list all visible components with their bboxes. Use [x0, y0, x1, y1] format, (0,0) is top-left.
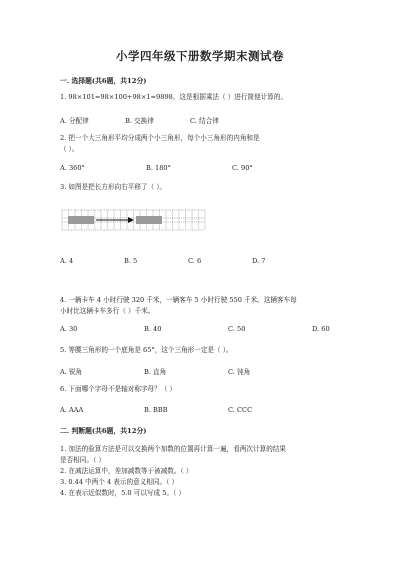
q2-option-c[interactable]: C. 90° [232, 164, 253, 172]
judgement-2-text: 2. 在减法运算中，差加减数等于被减数。（ ） [60, 467, 193, 475]
q4-option-d[interactable]: D. 60 [312, 325, 330, 333]
page-title: 小学四年级下册数学期末测试卷 [116, 49, 284, 63]
question-4-line1: 4. 一辆卡车 4 小时行驶 320 千米，一辆客车 5 小时行驶 550 千米。这辆客车每 [60, 296, 297, 304]
q6-option-c[interactable]: C. CCC [228, 406, 253, 414]
question-1-text: 1. 98×101=98×100+98×1=9898，这是根据乘法（ ）进行简便计算的。 [60, 93, 288, 101]
q5-option-b[interactable]: B. 直角 [144, 368, 167, 376]
q3-option-a[interactable]: A. 4 [60, 257, 74, 265]
q4-option-a[interactable]: A. 30 [60, 325, 78, 333]
q2-option-a[interactable]: A. 360° [60, 164, 85, 172]
section-judgement-heading: 二. 判断题(共6题，共12分) [60, 427, 147, 435]
figure-rect-original [68, 216, 94, 224]
q3-option-b[interactable]: B. 5 [124, 257, 138, 265]
question-2-line2: （ ）。 [60, 145, 79, 153]
question-6-text: 6. 下面哪个字母不是轴对称字母？（ ） [60, 385, 176, 393]
question-3-text: 3. 如图是把长方形向右平移了（ ）。 [60, 183, 167, 191]
judgement-1-line2: 是否相同。（ ） [60, 456, 105, 464]
question-4-line2: 小时比这辆卡车多行（ ）千米。 [60, 307, 155, 315]
q3-option-d[interactable]: D. 7 [252, 257, 266, 265]
q5-option-c[interactable]: C. 钝角 [228, 368, 251, 376]
q4-option-c[interactable]: C. 50 [228, 325, 246, 333]
q6-option-b[interactable]: B. BBB [144, 406, 168, 414]
q4-option-b[interactable]: B. 40 [144, 325, 162, 333]
figure-rect-moved [136, 216, 162, 224]
q1-option-c[interactable]: C. 结合律 [190, 117, 219, 125]
q1-option-b[interactable]: B. 交换律 [125, 117, 154, 125]
question-2-line1: 2. 把一个大三角形平均分成两个小三角形，每个小三角形的内角和是 [60, 134, 260, 142]
q2-option-b[interactable]: B. 180° [146, 164, 171, 172]
q3-option-c[interactable]: C. 6 [188, 257, 202, 265]
q5-option-a[interactable]: A. 锐角 [60, 368, 83, 376]
question-5-text: 5. 等腰三角形的一个底角是 65°，这个三角形一定是（ ）。 [60, 346, 233, 354]
judgement-1-line1: 1. 加法的验算方法是可以交换两个加数的位置再计算一遍，看两次计算的结果 [60, 445, 286, 453]
judgement-4-text: 4. 在表示近似数时，5.0 可以写成 5。（ ） [60, 489, 185, 497]
section-choice-heading: 一. 选择题(共6题，共12分) [60, 77, 147, 85]
q1-option-a[interactable]: A. 分配律 [60, 117, 89, 125]
q6-option-a[interactable]: A. AAA [60, 406, 84, 414]
translation-figure [60, 208, 210, 232]
judgement-3-text: 3. 0.44 中两个 4 表示的意义相同。（ ） [60, 478, 179, 486]
